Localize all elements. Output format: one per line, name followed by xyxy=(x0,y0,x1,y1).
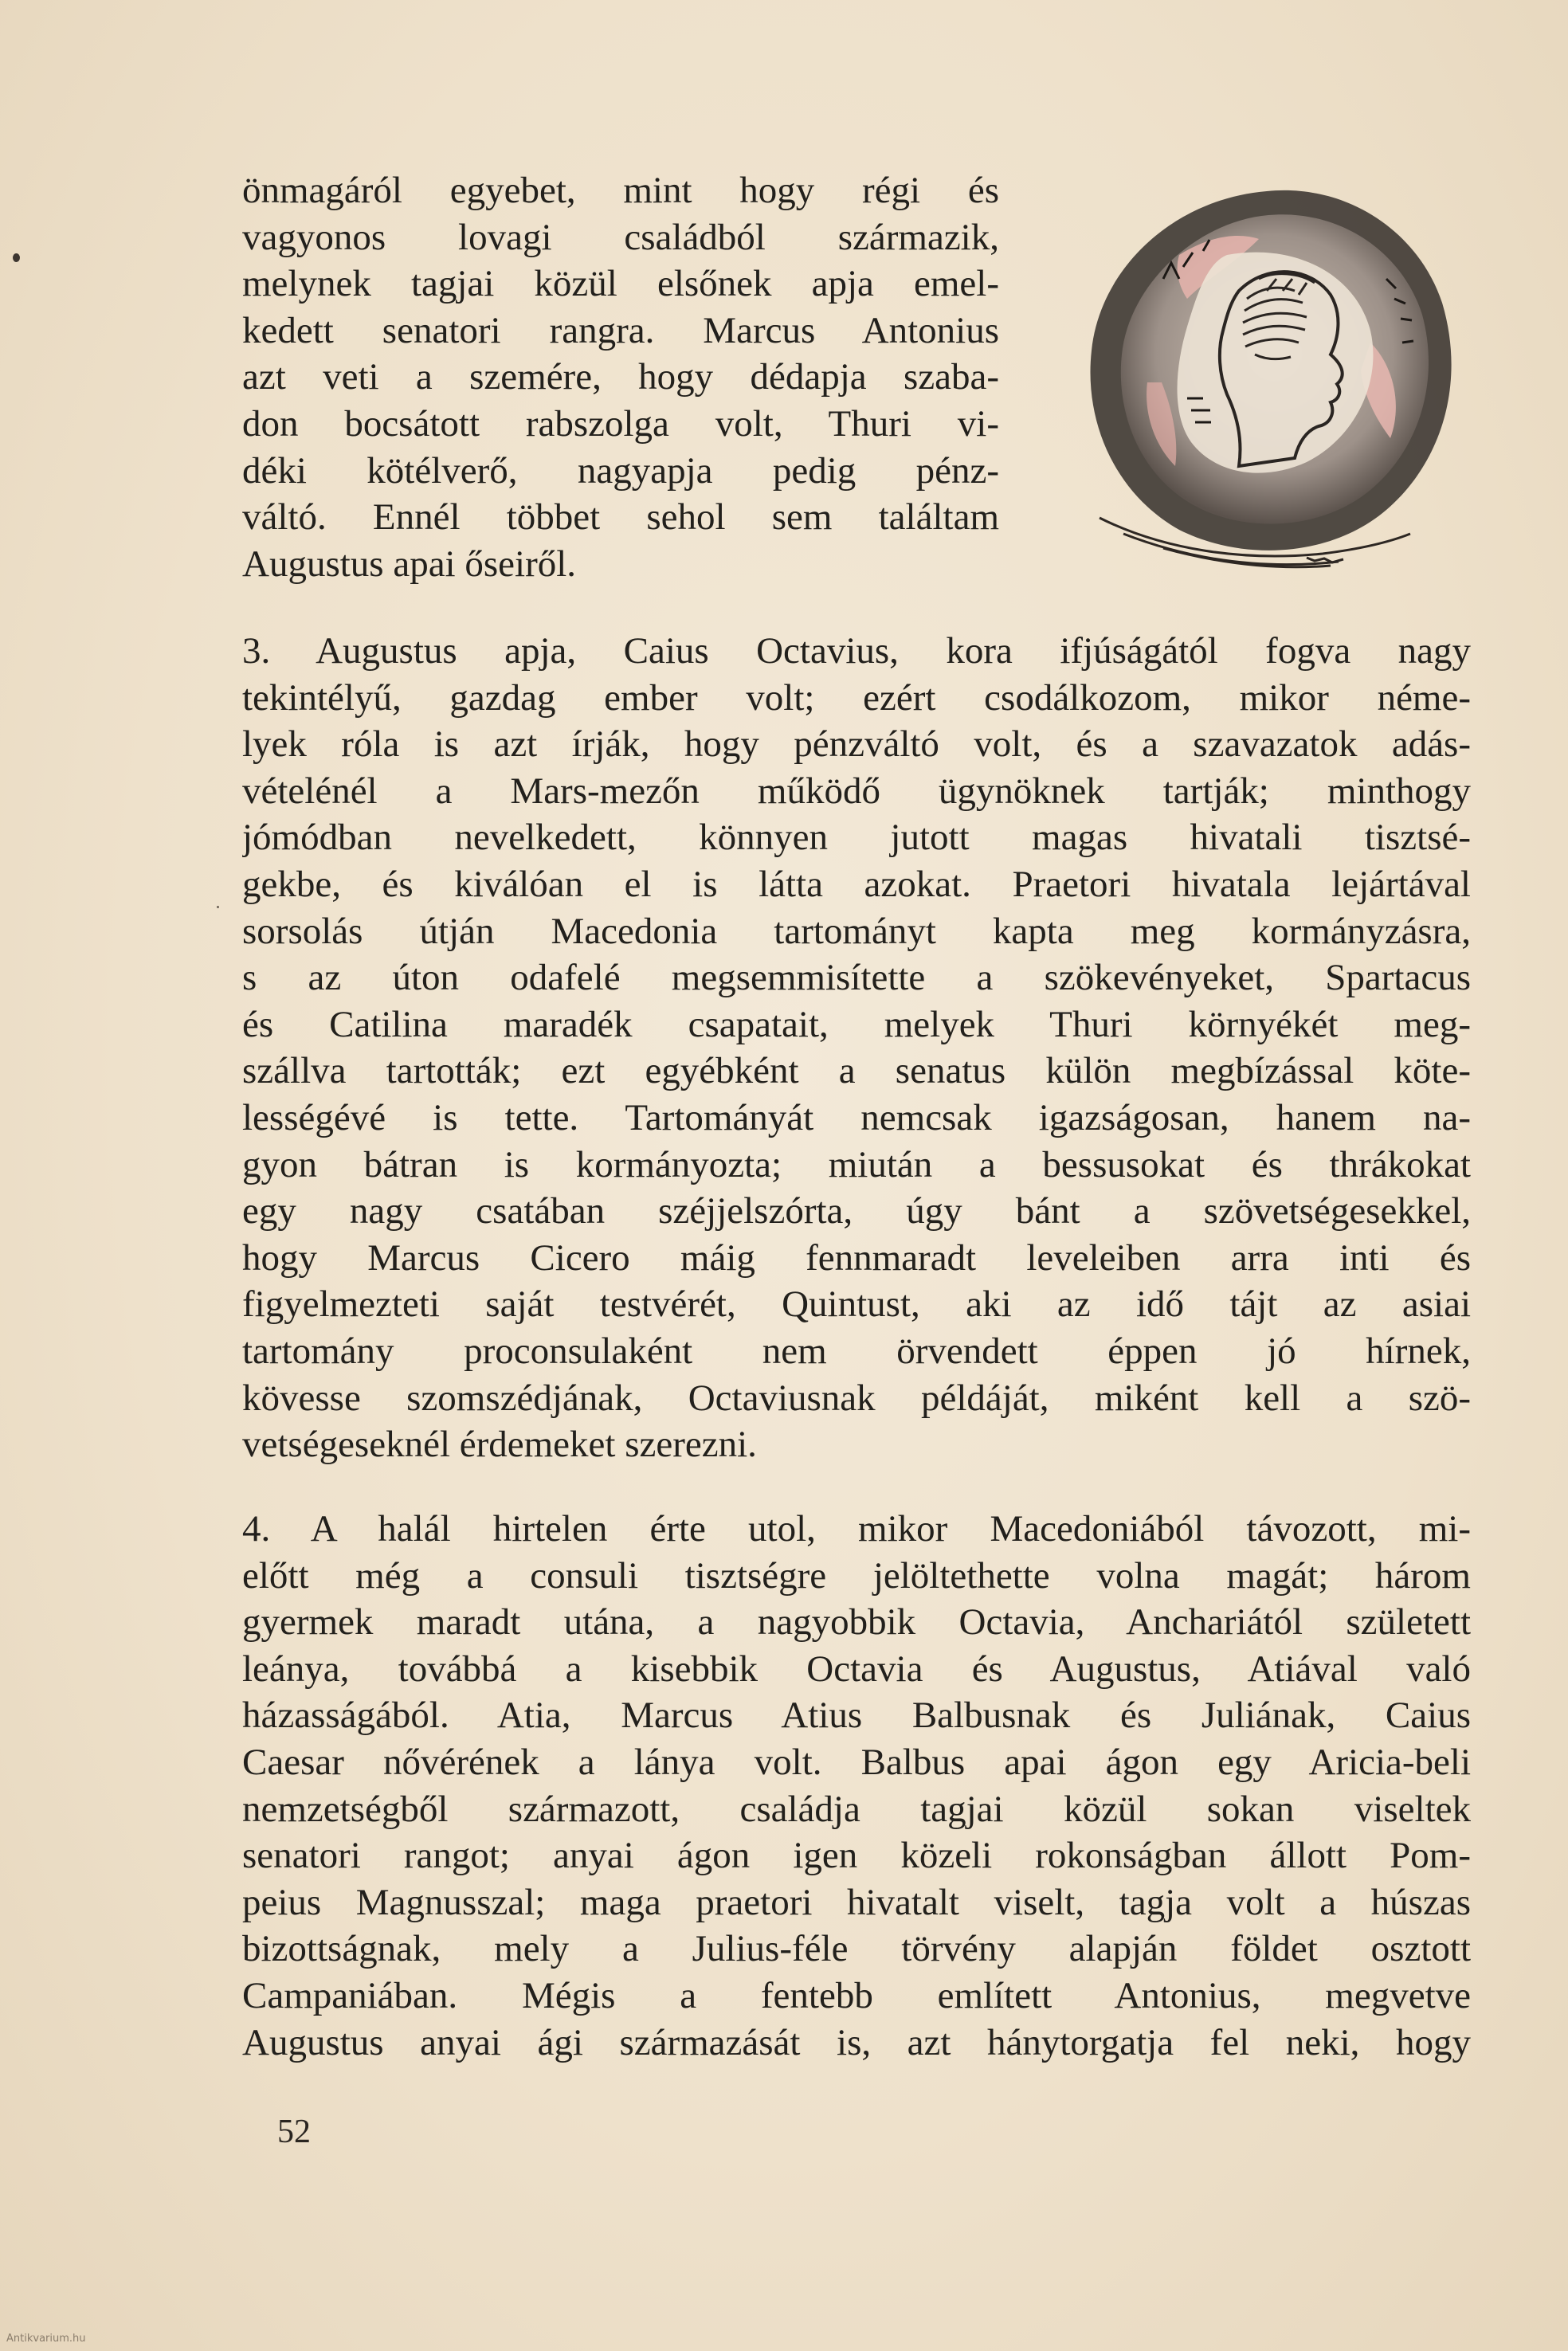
text-line: Campaniában. Mégis a fentebb említett Antonius, megvetve xyxy=(242,1974,1471,2016)
text-line: kedett senatori rangra. Marcus Antonius xyxy=(242,309,999,351)
coin-portrait-icon xyxy=(1068,159,1482,605)
text-line: egy nagy csatában széjjelszórta, úgy bánt a szövetségesekkel, xyxy=(242,1190,1471,1232)
text-line: lességévé is tette. Tartományát nemcsak igazságosan, hanem na- xyxy=(242,1096,1471,1138)
page-number: 52 xyxy=(277,2114,311,2150)
text-line: jómódban nevelkedett, könnyen jutott magas hivatali tisztsé- xyxy=(242,817,1471,859)
text-line: Augustus apai őseiről. xyxy=(242,543,577,585)
intro-paragraph xyxy=(242,167,999,587)
margin-mark xyxy=(13,253,20,262)
text-line: Augustus anyai ági származását is, azt hánytorgatja fel neki, hogy xyxy=(242,2021,1471,2063)
text-line: melynek tagjai közül elsőnek apja emel- xyxy=(242,263,999,305)
text-line: gyon bátran is kormányozta; miután a bessusokat és thrákokat xyxy=(242,1143,1471,1185)
text-line: leánya, továbbá a kisebbik Octavia és Augustus, Atiával való xyxy=(242,1648,1471,1690)
text-line: előtt még a consuli tisztségre jelöltethette volna magát; három xyxy=(242,1554,1471,1597)
text-line: sorsolás útján Macedonia tartományt kapta meg kormányzásra, xyxy=(242,910,1471,952)
margin-mark xyxy=(217,906,219,908)
section-4-paragraph xyxy=(242,1506,1471,2066)
text-line: lyek róla is azt írják, hogy pénzváltó volt, és a szavazatok adás- xyxy=(242,723,1471,766)
text-line: vetségeseknél érdemeket szerezni. xyxy=(242,1424,757,1466)
watermark-text: Antikvarium.hu xyxy=(6,2333,86,2345)
text-line: gekbe, és kiválóan el is látta azokat. Praetori hivatala lejártával xyxy=(242,863,1471,905)
text-line: senatori rangot; anyai ágon igen közeli rokonságban állott Pom- xyxy=(242,1835,1471,1877)
text-line: bizottságnak, mely a Julius-féle törvény alapján földet osztott xyxy=(242,1928,1471,1970)
text-line: 4. A halál hirtelen érte utol, mikor Macedoniából távozott, mi- xyxy=(242,1508,1471,1550)
text-line: hogy Marcus Cicero máig fennmaradt leveleiben arra inti és xyxy=(242,1236,1471,1279)
text-line: 3. Augustus apja, Caius Octavius, kora ifjúságától fogva nagy xyxy=(242,630,1471,672)
text-line: azt veti a szemére, hogy dédapja szaba- xyxy=(242,356,999,398)
text-line: Caesar nővérének a lánya volt. Balbus apai ágon egy Aricia-beli xyxy=(242,1741,1471,1783)
text-line: peius Magnusszal; maga praetori hivatalt viselt, tagja volt a húszas xyxy=(242,1881,1471,1923)
text-line: vételénél a Mars-mezőn működő ügynöknek tartják; minthogy xyxy=(242,770,1471,812)
text-line: tekintélyű, gazdag ember volt; ezért csodálkozom, mikor néme- xyxy=(242,676,1471,719)
text-line: déki kötélverő, nagyapja pedig pénz- xyxy=(242,449,999,492)
text-line: s az úton odafelé megsemmisítette a szökevényeket, Spartacus xyxy=(242,957,1471,999)
text-line: tartomány proconsulaként nem örvendett éppen jó hírnek, xyxy=(242,1330,1471,1372)
text-line: vagyonos lovagi családból származik, xyxy=(242,216,999,258)
text-line: gyermek maradt utána, a nagyobbik Octavia, Anchariától született xyxy=(242,1601,1471,1644)
text-line: nemzetségből származott, családja tagjai közül sokan viseltek xyxy=(242,1788,1471,1830)
text-line: szállva tartották; ezt egyébként a senatus külön megbízással köte- xyxy=(242,1050,1471,1092)
text-line: kövesse szomszédjának, Octaviusnak példáját, miként kell a szö- xyxy=(242,1377,1471,1419)
text-line: önmagáról egyebet, mint hogy régi és xyxy=(242,170,999,211)
text-line: váltó. Ennél többet sehol sem találtam xyxy=(242,496,999,539)
text-line: don bocsátott rabszolga volt, Thuri vi- xyxy=(242,402,999,445)
text-line: figyelmezteti saját testvérét, Quintust, aki az idő tájt az asiai xyxy=(242,1283,1471,1326)
text-line: házasságából. Atia, Marcus Atius Balbusnak és Juliának, Caius xyxy=(242,1695,1471,1737)
text-line: és Catilina maradék csapatait, melyek Thuri környékét meg- xyxy=(242,1003,1471,1045)
section-3-paragraph xyxy=(242,628,1471,1468)
